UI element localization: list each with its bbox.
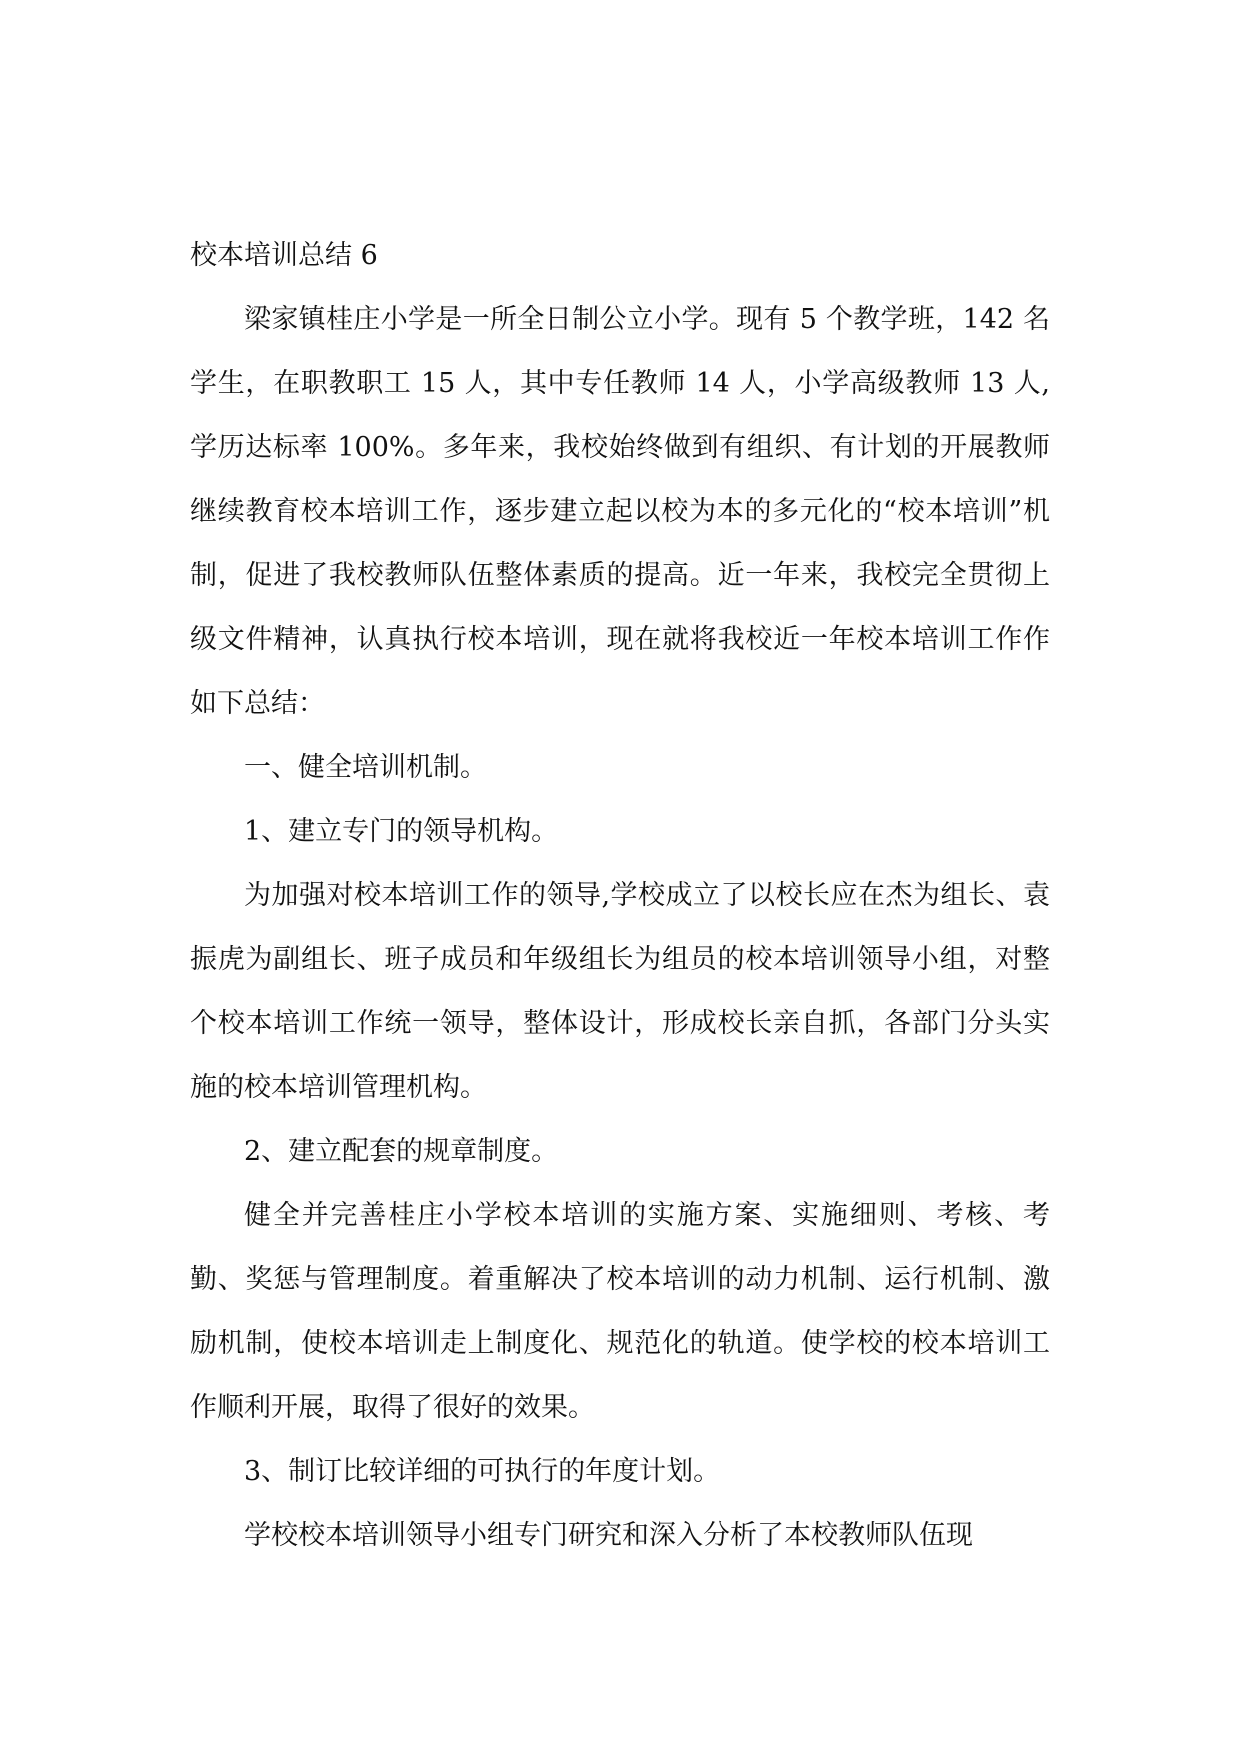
subheading-3: 3、制订比较详细的可执行的年度计划。 — [244, 1456, 721, 1487]
paragraph-regulations: 健全并完善桂庄小学校本培训的实施方案、实施细则、考核、考勤、奖惩与管理制度。着重解决了校本培训的动力机制、运行机制、激励机制，使校本培训走上制度化、规范化的轨道。使学校的校本培训工作顺利开展，取得了很好的效果。 — [190, 1200, 1050, 1423]
subheading-1: 1、建立专门的领导机构。 — [244, 816, 559, 847]
paragraph-annual-plan: 学校校本培训领导小组专门研究和深入分析了本校教师队伍现 — [244, 1520, 973, 1551]
paragraph-leadership: 为加强对校本培训工作的领导,学校成立了以校长应在杰为组长、袁振虎为副组长、班子成员和年级组长为组员的校本培训领导小组，对整个校本培训工作统一领导，整体设计，形成校长亲自抓，各部门分头实施的校本培训管理机构。 — [190, 880, 1050, 1103]
document-body — [190, 224, 1050, 1568]
section-heading-1: 一、健全培训机制。 — [244, 752, 487, 783]
document-title: 校本培训总结 6 — [190, 240, 378, 271]
subheading-2: 2、建立配套的规章制度。 — [244, 1136, 559, 1167]
paragraph-intro: 梁家镇桂庄小学是一所全日制公立小学。现有 5 个教学班，142 名学生，在职教职工 15 人，其中专任教师 14 人，小学高级教师 13 人,学历达标率 100%。多年来，我校始终做到有组织、有计划的开展教师继续教育校本培训工作，逐步建立起以校为本的多元化的“校本培训”机制，促进了我校教师队伍整体素质的提高。近一年来，我校完全贯彻上级文件精神，认真执行校本培训，现在就将我校近一年校本培训工作作如下总结： — [190, 304, 1050, 719]
